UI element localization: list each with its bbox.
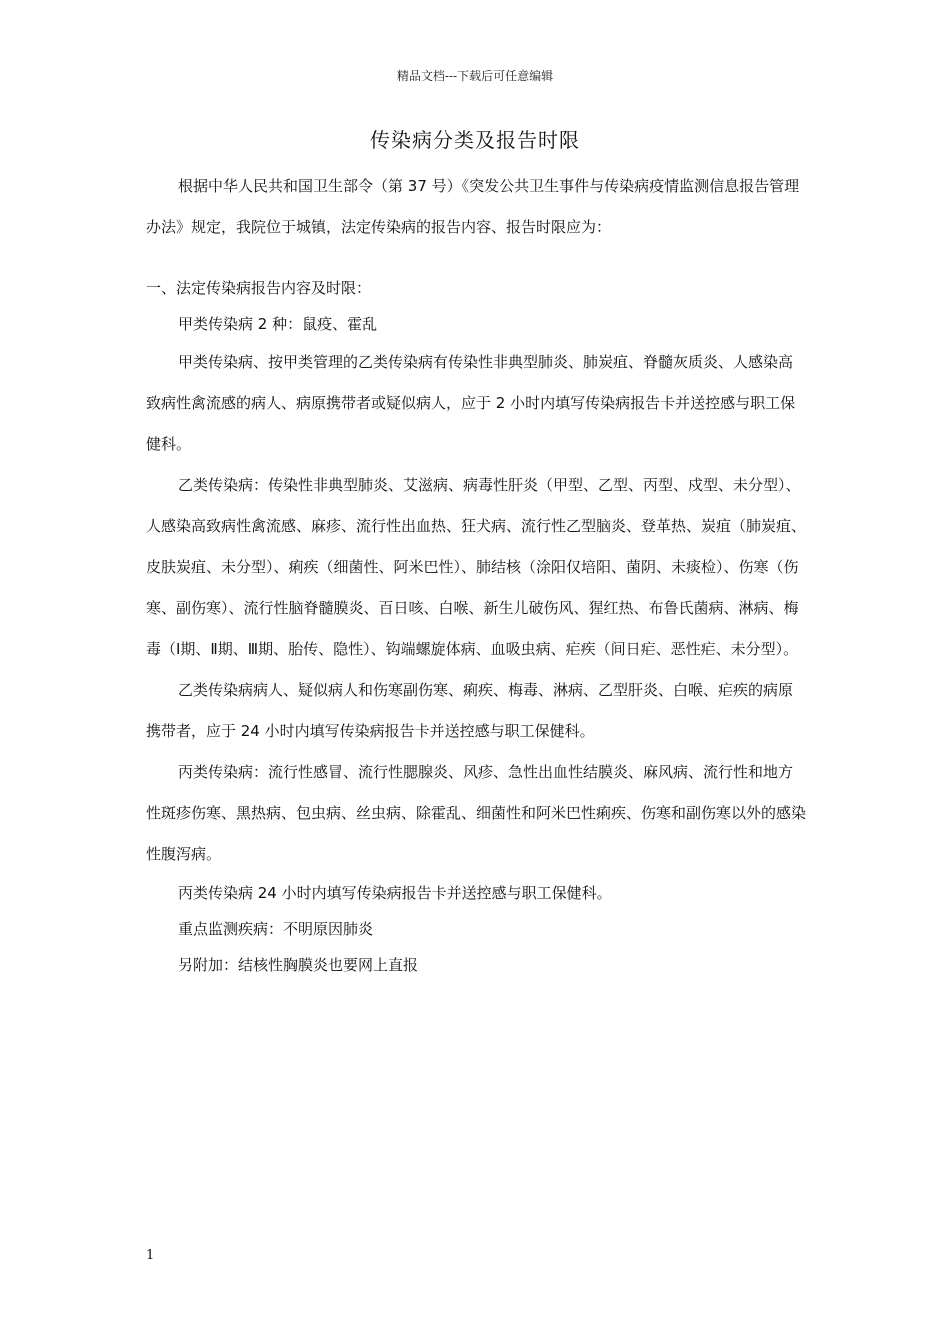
class-c-list-paragraph: 丙类传染病：流行性感冒、流行性腮腺炎、风疹、急性出血性结膜炎、麻风病、流行性和地方性斑疹伤寒、黑热病、包虫病、丝虫病、除霍乱、细菌性和阿米巴性痢疾、伤寒和副伤寒以外的感染性腹泻病。 — [146, 763, 807, 863]
class-b-list-paragraph: 乙类传染病：传染性非典型肺炎、艾滋病、病毒性肝炎（甲型、乙型、丙型、戍型、未分型）、人感染高致病性禽流感、麻疹、流行性出血热、狂犬病、流行性乙型脑炎、登革热、炭疽（肺炭疽、皮肤炭疽、未分型）、痢疾（细菌性、阿米巴性）、肺结核（涂阳仅培阳、菌阴、未痰检）、伤寒（伤寒、副伤寒）、流行性脑脊髓膜炎、百日咳、白喉、新生儿破伤风、猩红热、布鲁氏菌病、淋病、梅毒（Ⅰ期、Ⅱ期、Ⅲ期、胎传、隐性）、钩端螺旋体病、血吸虫病、疟疾（间日疟、恶性疟、未分型）。 — [146, 476, 807, 658]
class-b-reporting-paragraph: 乙类传染病病人、疑似病人和伤寒副伤寒、痢疾、梅毒、淋病、乙型肝炎、白喉、疟疾的病原携带者，应于 24 小时内填写传染病报告卡并送控感与职工保健科。 — [146, 681, 794, 740]
addendum-paragraph: 另附加：结核性胸膜炎也要网上直报 — [178, 956, 419, 974]
class-c-reporting-paragraph: 丙类传染病 24 小时内填写传染病报告卡并送控感与职工保健科。 — [178, 884, 612, 902]
key-monitoring-paragraph: 重点监测疾病：不明原因肺炎 — [178, 920, 374, 938]
document-body — [146, 166, 806, 983]
document-title: 传染病分类及报告时限 — [370, 128, 580, 152]
intro-paragraph: 根据中华人民共和国卫生部令（第 37 号）《突发公共卫生事件与传染病疫情监测信息报告管理办法》规定，我院位于城镇，法定传染病的报告内容、报告时限应为： — [146, 177, 800, 236]
class-a-reporting-paragraph: 甲类传染病、按甲类管理的乙类传染病有传染性非典型肺炎、肺炭疽、脊髓灰质炎、人感染高致病性禽流感的病人、病原携带者或疑似病人，应于 2 小时内填写传染病报告卡并送控感与职工保健科。 — [146, 353, 796, 453]
page-number: 1 — [146, 1248, 155, 1263]
section-heading: 一、法定传染病报告内容及时限： — [146, 279, 372, 297]
page-header: 精品文档---下载后可任意编辑 — [396, 69, 554, 83]
class-a-count-paragraph: 甲类传染病 2 种：鼠疫、霍乱 — [178, 315, 378, 333]
